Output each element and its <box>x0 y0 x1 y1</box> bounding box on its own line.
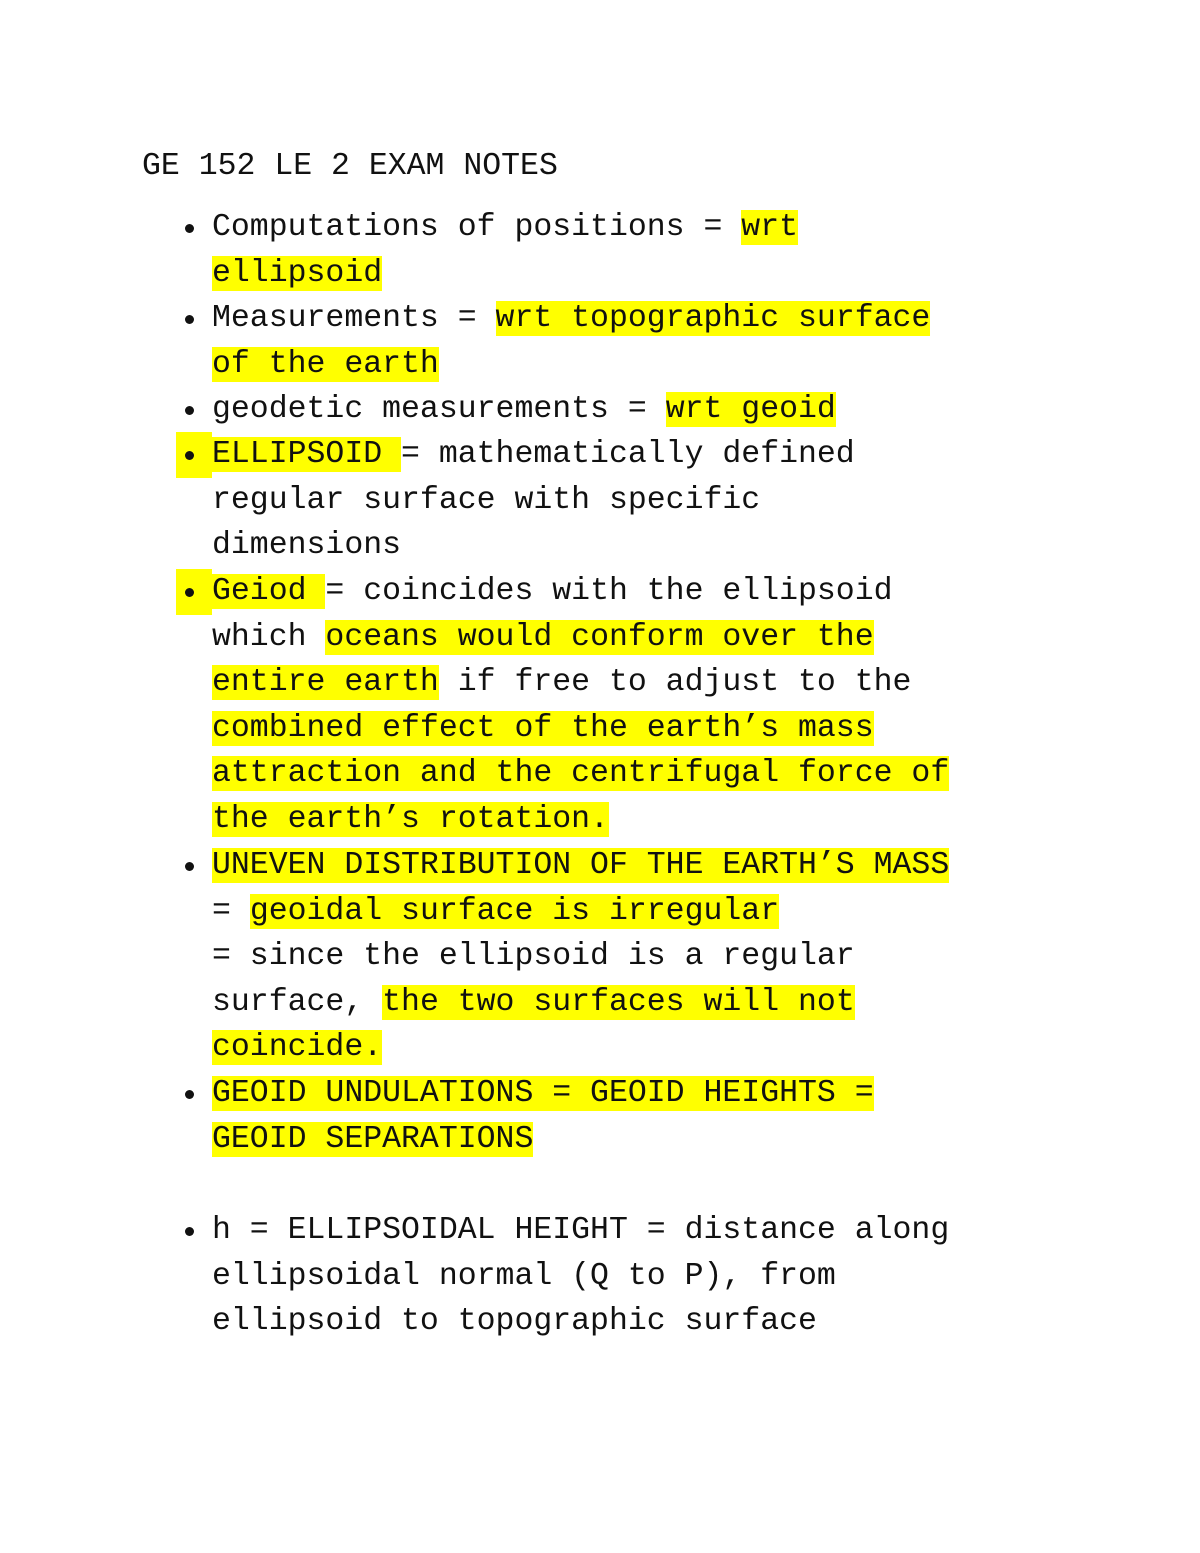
bullet-marker <box>176 569 212 615</box>
text-line <box>212 1025 1112 1071</box>
list-item <box>212 569 1112 842</box>
bullet-marker <box>179 205 209 251</box>
highlighted-text: the earth’s rotation. <box>212 801 609 837</box>
bullet-marker <box>179 1071 209 1117</box>
text-segment: regular surface with specific <box>212 482 761 518</box>
bullet-dot-icon <box>185 224 194 233</box>
page-title: GE 152 LE 2 EXAM NOTES <box>142 149 558 184</box>
highlighted-text: attraction and the centrifugal force of <box>212 756 950 791</box>
highlighted-text: wrt geoid <box>665 392 836 427</box>
text-line <box>212 205 1112 251</box>
text-line <box>212 934 1112 980</box>
highlighted-text: UNEVEN DISTRIBUTION OF THE EARTH’S MASS <box>212 848 950 883</box>
bullet-marker <box>179 843 209 889</box>
highlighted-text: of the earth <box>212 346 439 382</box>
text-line <box>212 478 1112 524</box>
text-segment: h = ELLIPSOIDAL HEIGHT = distance along <box>212 1213 950 1248</box>
text-segment: Measurements = <box>212 301 496 336</box>
bullet-dot-icon <box>185 315 194 324</box>
text-line <box>212 980 1112 1026</box>
bullet-dot-icon <box>185 451 194 460</box>
text-segment: = coincides with the ellipsoid <box>325 574 893 609</box>
bullet-dot-icon <box>185 406 194 415</box>
highlighted-text: GEOID UNDULATIONS = GEOID HEIGHTS = <box>212 1076 874 1111</box>
bullet-dot-icon <box>185 1090 194 1099</box>
text-segment: = since the ellipsoid is a regular <box>212 939 855 974</box>
text-line <box>212 1208 1112 1254</box>
highlighted-text: entire earth <box>212 665 439 700</box>
highlighted-text: combined effect of the earth’s mass <box>212 710 874 746</box>
highlighted-text: oceans would conform over the <box>325 619 874 655</box>
text-segment: Computations of positions = <box>212 210 742 245</box>
highlighted-text: wrt topographic surface <box>495 301 931 336</box>
text-line <box>212 1117 1112 1163</box>
list-item <box>212 296 1112 387</box>
highlighted-text: geoidal surface is irregular <box>249 893 780 929</box>
text-segment: = <box>212 893 250 929</box>
list-item <box>212 1208 1112 1345</box>
bullet-dot-icon <box>185 862 194 871</box>
text-line <box>212 432 1112 478</box>
list-item <box>212 387 1112 433</box>
highlighted-text: Geiod <box>212 574 326 609</box>
text-line <box>212 1254 1112 1300</box>
text-line <box>212 660 1112 706</box>
text-segment: dimensions <box>212 528 402 563</box>
bullet-marker <box>179 387 209 433</box>
text-segment: ellipsoid to topographic surface <box>212 1304 817 1339</box>
text-line <box>212 889 1112 935</box>
text-line <box>212 342 1112 388</box>
text-line <box>212 797 1112 843</box>
text-segment: geodetic measurements = <box>212 392 666 427</box>
text-segment: if free to adjust to the <box>438 665 912 700</box>
text-segment: ellipsoidal normal (Q to P), from <box>212 1258 836 1294</box>
text-line <box>212 1071 1112 1117</box>
highlighted-text: GEOID SEPARATIONS <box>212 1121 534 1157</box>
highlighted-text: ELLIPSOID <box>212 437 402 472</box>
bullet-marker <box>176 432 212 478</box>
highlighted-text: the two surfaces will not <box>382 984 855 1020</box>
list-item <box>212 843 1112 1071</box>
highlighted-text: wrt <box>741 210 799 245</box>
text-line <box>212 706 1112 752</box>
bullet-marker <box>179 296 209 342</box>
text-line <box>212 751 1112 797</box>
text-line <box>212 296 1112 342</box>
text-line <box>212 1299 1112 1345</box>
text-line <box>212 843 1112 889</box>
text-line <box>212 569 1112 615</box>
text-segment: = mathematically defined <box>401 437 855 472</box>
bullet-dot-icon <box>185 1227 194 1236</box>
text-line <box>212 523 1112 569</box>
bullet-dot-icon <box>185 588 194 597</box>
list-item <box>212 1071 1112 1162</box>
text-segment: which <box>212 619 326 655</box>
list-item <box>212 432 1112 569</box>
highlighted-text: ellipsoid <box>212 255 383 291</box>
text-line <box>212 387 1112 433</box>
text-line <box>212 615 1112 661</box>
bullet-marker <box>179 1208 209 1254</box>
text-segment: surface, <box>212 984 383 1020</box>
list-item <box>212 205 1112 296</box>
highlighted-text: coincide. <box>212 1030 383 1065</box>
text-line <box>212 251 1112 297</box>
